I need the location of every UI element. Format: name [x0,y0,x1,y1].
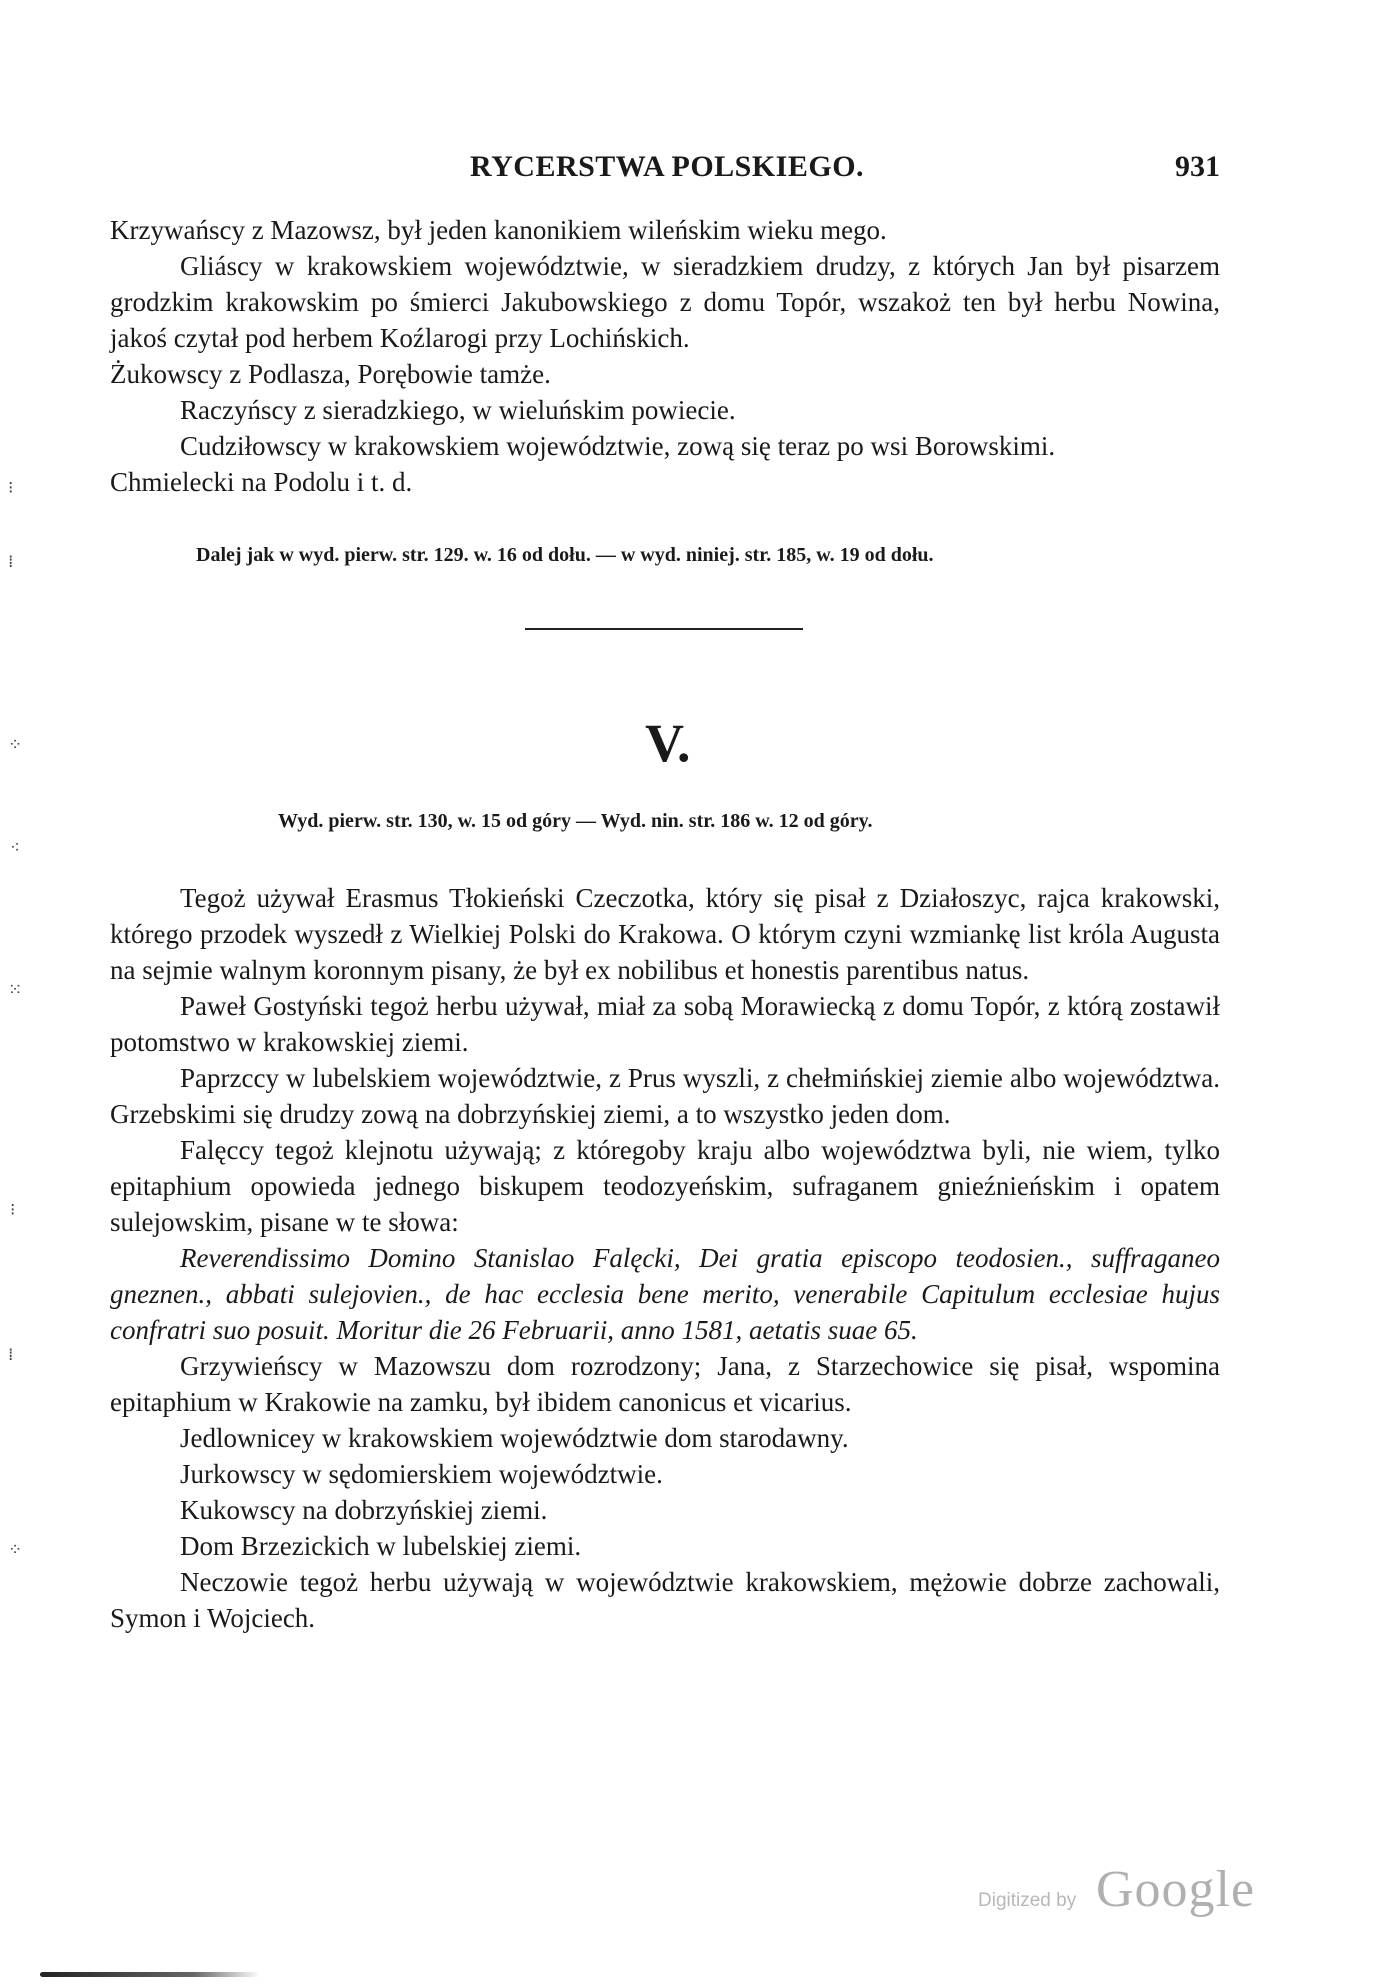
paragraph: Jedlownicey w krakowskiem województwie dom starodawny. [180,1423,849,1453]
paragraph: Gliáscy w krakowskiem województwie, w sieradzkiem drudzy, z których Jan był pisarzem grodzkim krakowskim po śmierci Jakubowskiego z domu Topór, wszakoż ten był herbu Nowina, jakoś czytał pod herbem Koźlarogi przy Lochińskich. [110,251,1220,353]
paragraph: Paweł Gostyński tegoż herbu używał, miał za sobą Morawiecką z domu Topór, z którą zostawił potomstwo w krakowskiej ziemi. [110,991,1220,1057]
paragraph: Kukowscy na dobrzyńskiej ziemi. [180,1495,548,1525]
scan-edge-smudge [40,1972,260,1977]
paragraph: Tegoż używał Erasmus Tłokieński Czeczotka, który się pisał z Działoszyc, rajca krakowski, którego przodek wyszedł z Wielkiej Polski do Krakowa. O którym czyni wzmiankę list króla Augusta na sejmie walnym koronnym pisany, że był ex nobilibus et honestis parentibus natus. [110,883,1220,985]
text-block-top [110,212,1220,500]
digitized-by-label: Digitized by [978,1890,1077,1911]
bleed-mark: ⁖ [10,838,20,858]
paragraph: Chmielecki na Podolu i t. d. [110,467,413,497]
paragraph: Dom Brzezickich w lubelskiej ziemi. [180,1531,582,1561]
running-header [470,150,1220,190]
header-title: RYCERSTWA POLSKIEGO. [470,150,865,183]
bleed-mark: ⁝ [8,478,14,498]
paragraph: Neczowie tegoż herbu używają w województwie krakowskiem, mężowie dobrze zachowali, Symon i Wojciech. [110,1567,1220,1633]
bleed-mark: ⁘ [8,1540,23,1560]
paragraph: Falęccy tegoż klejnotu używają; z któregoby kraju albo województwa byli, nie wiem, tylko epitaphium opowieda jednego biskupem teodozyeńskim, sufraganem gnieźnieńskim i opatem sulejowskim, pisane w te słowa: [110,1135,1220,1237]
paragraph: Raczyńscy z sieradzkiego, w wieluńskim powiecie. [180,395,736,425]
section-heading: V. [645,713,691,773]
bleed-mark: ⁘ [8,735,23,755]
paragraph: Żukowscy z Podlasza, Porębowie tamże. [110,359,551,389]
paragraph: Grzywieńscy w Mazowszu dom rozrodzony; Jana, z Starzechowice się pisał, wspomina epitaphium w Krakowie na zamku, był ibidem canonicus et vicarius. [110,1351,1220,1417]
editorial-note: Dalej jak w wyd. pierw. str. 129. w. 16 od dołu. — w wyd. niniej. str. 185, w. 19 od dołu. [196,544,934,566]
paragraph: Cudziłowscy w krakowskiem województwie, zową się teraz po wsi Borowskimi. [180,431,1056,461]
text-block-main [110,880,1220,1636]
paragraph: Krzywańscy z Mazowsz, był jeden kanonikiem wileńskim wieku mego. [110,215,887,245]
digitization-watermark [978,1860,1278,1920]
google-wordmark: Google [1096,1861,1256,1918]
bleed-mark: ⁞ [8,552,14,572]
bleed-mark: ⁝ [10,1200,16,1220]
page-number: 931 [1175,150,1220,183]
editorial-note: Wyd. pierw. str. 130, w. 15 od góry — Wyd. nin. str. 186 w. 12 od góry. [278,810,873,832]
bleed-mark: ⁞ [8,1345,14,1365]
epitaph-quote: Reverendissimo Domino Stanislao Falęcki, Dei gratia episcopo teodosien., suffraganeo gneznen., abbati sulejovien., de hac ecclesia bene merito, venerabile Capitulum ecclesiae hujus confratri suo posuit. Moritur die 26 Februarii, anno 1581, aetatis suae 65. [110,1243,1220,1345]
paragraph: Paprzccy w lubelskiem województwie, z Prus wyszli, z chełmińskiej ziemie albo województwa. Grzebskimi się drudzy zową na dobrzyńskiej ziemi, a to wszystko jeden dom. [110,1063,1220,1129]
bleed-mark: ⁙ [8,980,23,1000]
paragraph: Jurkowscy w sędomierskiem województwie. [180,1459,663,1489]
section-divider [525,628,803,630]
